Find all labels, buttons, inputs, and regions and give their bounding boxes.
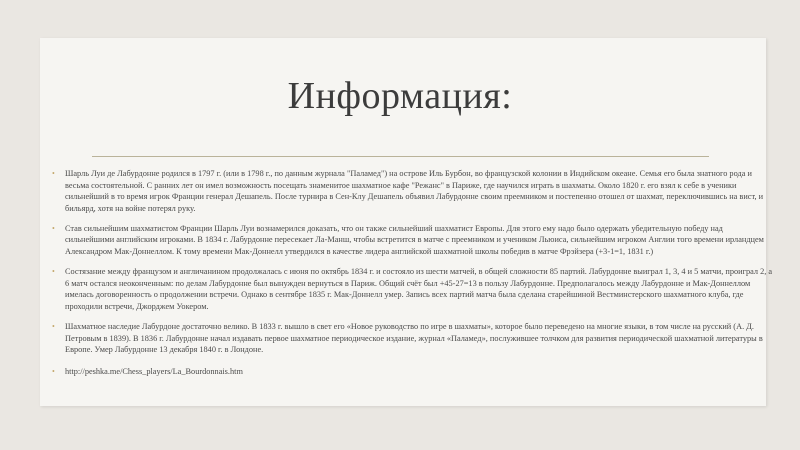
bullet-icon: •	[52, 267, 55, 277]
paragraph-text: Шахматное наследие Лабурдоне достаточно велико. В 1833 г. вышло в свет его «Новое руководство по игре в шахматы», которое было переведено на многие языки, в том числе на русский (А. Д. Петровым в 1839). В 1836 г. Лабурдонне начал издавать первое шахматное периодическое издание, журнал «Паламед», послужившее толчком для развития периодической шахматной литературы в Европе. Умер Лабурдонне 13 декабря 1840 г. в Лондоне.	[65, 322, 763, 355]
list-item-biography	[52, 168, 774, 214]
list-item-england	[52, 223, 774, 258]
slide-title: Информация:	[287, 75, 513, 117]
title-divider	[92, 156, 709, 157]
paragraph-text: Состязание между французом и англичанином продолжалась с июня по октябрь 1834 г. и состояло из шести матчей, в общей сложности 85 партий. Лабурдонне выиграл 1, 3, 4 и 5 матчи, проиграл 2, а 6 матч остался неоконченным: по делам Лабурдонне был вынужден вернуться в Париж. Общий счёт был +45-27=13 в пользу Лабурдонне. Предполагалось между Лабурдонне и Мак-Доннеллом имелась договоренность о продолжении встречи. Однако в сентябре 1835 г. Мак-Доннелл умер. Запись всех партий матча была сделана старейшиной Вестминстерского шахматного клуба, где проходили встречи, Джорджем Уокером.	[65, 267, 773, 311]
bullet-icon: •	[52, 322, 55, 332]
bullet-icon: •	[52, 366, 55, 376]
list-item-match	[52, 266, 774, 312]
bullet-icon: •	[52, 223, 55, 233]
paragraph-text: Став сильнейшим шахматистом Франции Шарль Луи вознамерился доказать, что он также сильнейший шахматист Европы. Для этого ему надо было одержать убедительную победу над сильнейшими английским игроками. В 1834 г. Лабурдонне пересекает Ла-Манш, чтобы встретится в матче с преемником и учеником Льюиса, сильнейшим игроком Англии того времени ирландцем Александром Мак-Доннеллом. К тому времени Мак-Доннелл утвердился в качестве лидера английской шахматной школы победив в матче Фрэйзера (+3-1=1, 1831 г.)	[65, 223, 764, 257]
bullet-icon: •	[52, 169, 55, 178]
paragraph-text: Шарль Луи де Лабурдонне родился в 1797 г. (или в 1798 г., по данным журнала "Паламед") на острове Иль Бурбон, во французской колонии в Индийском океане. Семья его была знатного рода и весьма состоятельной. С ранних лет он имел возможность посещать знаменитое шахматное кафе "Режанс" в Париже, где научился играть в шахматы. Около 1820 г. его взял к себе в ученики сильнейший в то время игрок Франции генерал Дешапель. После турнира в Сен-Клу Дешапель объявил Лабурдонне своим преемником и постепенно отошел от шахмат, переключившись на вист, и бильярд, хотя на войне потерял руку.	[65, 169, 764, 213]
source-link[interactable]: http://peshka.me/Chess_players/La_Bourdonnais.htm	[65, 366, 243, 376]
list-item-legacy	[52, 321, 774, 356]
list-item-source	[52, 366, 774, 378]
bullet-list	[52, 168, 774, 386]
